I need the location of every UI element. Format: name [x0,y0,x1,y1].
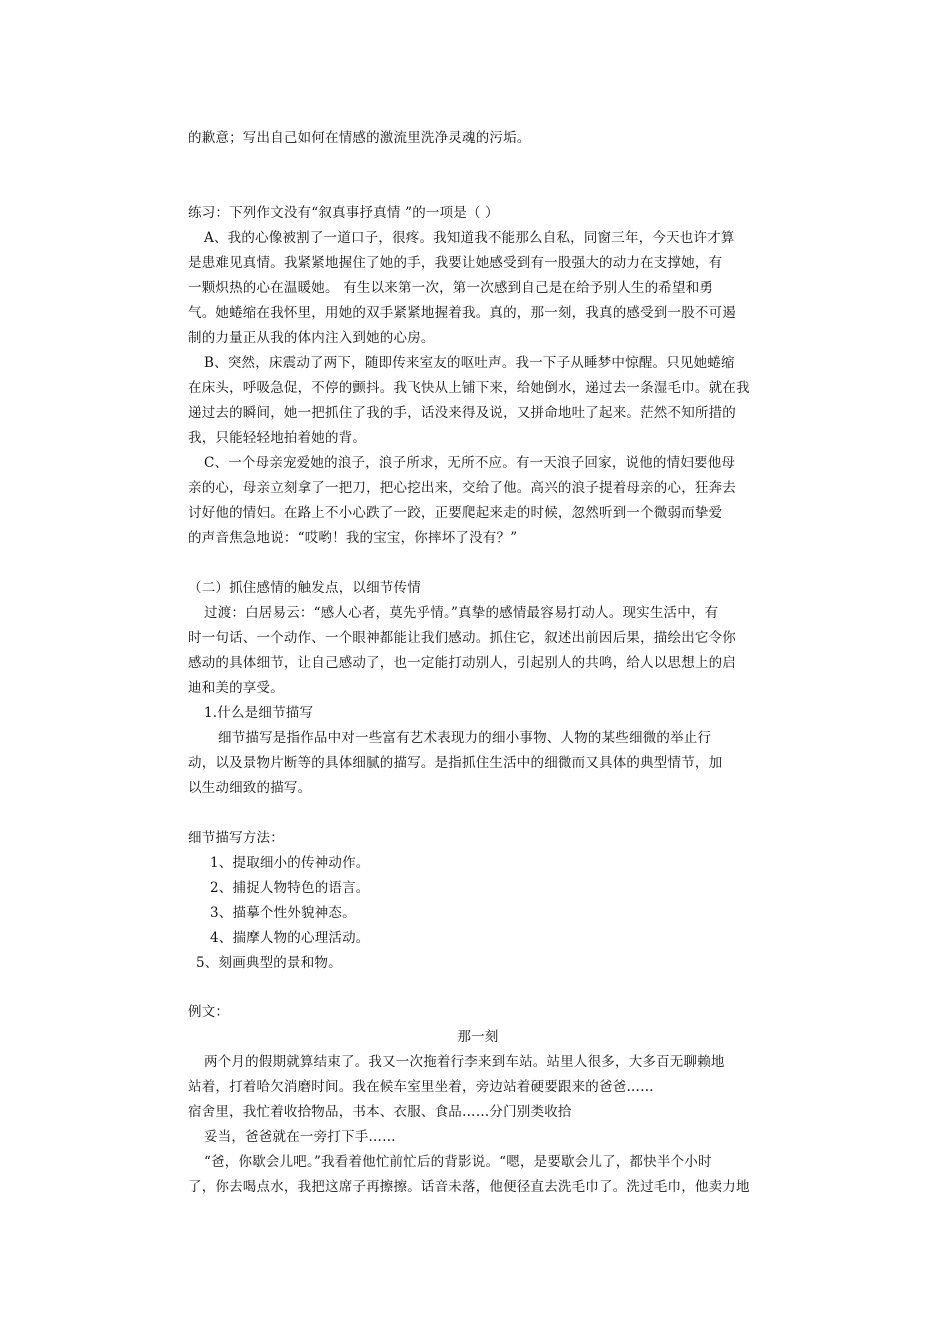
transition-line: 时一句话、一个动作、一个眼神都能让我们感动。抓住它，叙述出前因后果，描绘出它令你 [188,630,736,646]
example-line: “爸，你歇会儿吧。”我看着他忙前忙后的背影说。“嗯，是要歇会儿了，都快半个小时 [204,1154,712,1170]
option-c-line: C、一个母亲宠爱她的浪子，浪子所求，无所不应。有一天浪子回家，说他的情妇要他母 [204,455,736,471]
option-a-line: A、我的心像被割了一道口子，很疼。我知道我不能那么自私，同窗三年，今天也许才算 [204,230,735,246]
option-c-line: 讨好他的情妇。在路上不小心跌了一跤，正要爬起来走的时候，忽然听到一个微弱而挚爱 [188,505,723,521]
transition-line: 感动的具体细节，让自己感动了，也一定能打动别人，引起别人的共鸣，给人以思想上的启 [188,655,736,671]
option-b-line: 递过去的瞬间，她一把抓住了我的手，话没来得及说，又拼命地吐了起来。茫然不知所措的 [188,405,736,421]
method-item: 3、描摹个性外貌神态。 [210,905,356,921]
example-line: 了，你去喝点水，我把这席子再擦擦。话音未落，他便径直去洗毛巾了。洗过毛巾，他卖力地 [188,1179,750,1195]
method-item: 1、提取细小的传神动作。 [210,855,370,871]
method-item: 2、捕捉人物特色的语言。 [210,880,370,896]
example-line: 站着，打着哈欠消磨时间。我在候车室里坐着，旁边站着硬要跟来的爸爸…… [188,1079,654,1095]
methods-title: 细节描写方法： [188,830,284,846]
option-a-line: 是患难见真情。我紧紧地握住了她的手，我要让她感受到有一股强大的动力在支撑她，有 [188,255,723,271]
definition-line: 细节描写是指作品中对一些富有艺术表现力的细小事物、人物的某些细微的举止行 [218,730,712,746]
transition-line: 过渡：白居易云：“感人心者，莫先乎情。”真挚的感情最容易打动人。现实生活中，有 [204,605,719,621]
example-label: 例文： [188,1004,230,1020]
example-title: 那一刻 [457,1029,499,1045]
example-line: 宿舍里，我忙着收拾物品，书本、衣服、食品……分门别类收拾 [188,1104,572,1120]
definition-line: 动，以及景物片断等的具体细腻的描写。是指抓住生活中的细微而又具体的典型情节，加 [188,755,723,771]
definition-line: 以生动细致的描写。 [188,780,312,796]
intro-tail: 的歉意；写出自己如何在情感的激流里洗净灵魂的污垢。 [188,130,531,146]
option-a-line: 气。她蜷缩在我怀里，用她的双手紧紧地握着我。真的，那一刻，我真的感受到一股不可遏 [188,305,736,321]
example-line: 妥当，爸爸就在一旁打下手…… [204,1129,396,1145]
exercise-question: 练习：下列作文没有“叙真事抒真情 ”的一项是（ ） [188,205,499,221]
transition-line: 迪和美的享受。 [188,680,284,696]
example-line: 两个月的假期就算结束了。我又一次拖着行李来到车站。站里人很多，大多百无聊赖地 [204,1054,725,1070]
option-c-line: 的声音焦急地说：“哎哟！我的宝宝，你摔坏了没有？” [188,530,518,546]
method-item: 5、刻画典型的景和物。 [196,955,342,971]
method-item: 4、揣摩人物的心理活动。 [210,930,370,946]
subheading: 1.什么是细节描写 [204,705,314,721]
option-a-line: 一颗炽热的心在温暖她。 有生以来第一次，第一次感到自己是在给予别人生的希望和勇 [188,280,714,296]
section-heading: （二）抓住感情的触发点，以细节传情 [188,580,421,596]
option-b-line: B、突然，床震动了两下，随即传来室友的呕吐声。我一下子从睡梦中惊醒。只见她蜷缩 [204,355,735,371]
option-b-line: 在床头，呼吸急促，不停的颤抖。我飞快从上铺下来，给她倒水，递过去一条湿毛巾。就在我 [188,380,750,396]
option-b-line: 我，只能轻轻地拍着她的背。 [188,430,367,446]
option-a-line: 制的力量正从我的体内注入到她的心房。 [188,330,435,346]
option-c-line: 亲的心，母亲立刻拿了一把刀，把心挖出来，交给了他。高兴的浪子提着母亲的心，狂奔去 [188,480,736,496]
